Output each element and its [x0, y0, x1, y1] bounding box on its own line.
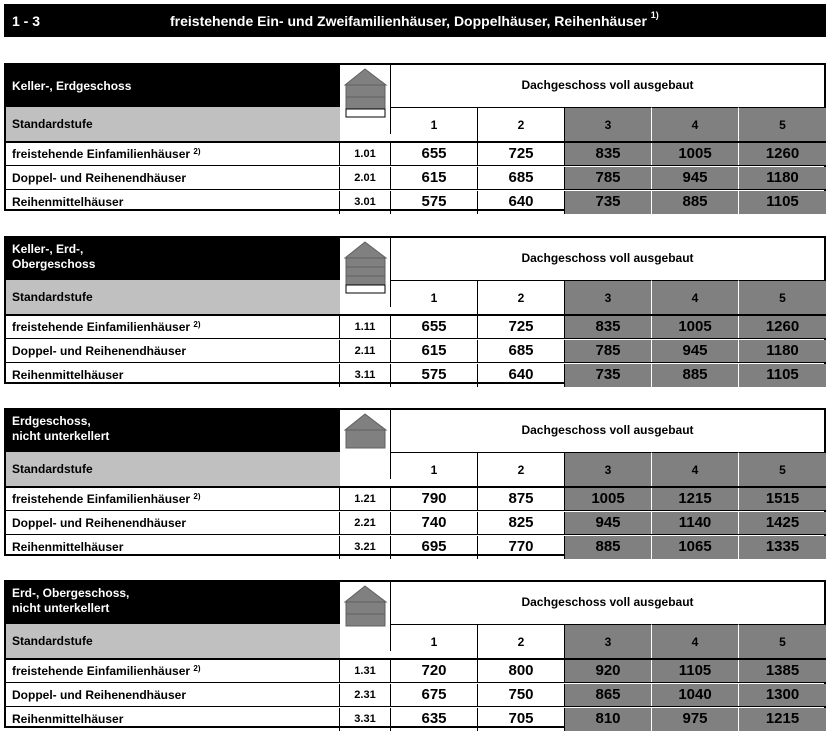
standard-level-column-header: 3	[565, 280, 652, 314]
standard-level-label: Standardstufe	[6, 107, 340, 141]
table-row	[6, 364, 824, 387]
type-code: 2.01	[340, 167, 391, 189]
cost-value: 1105	[739, 191, 826, 214]
cost-value: 705	[478, 708, 565, 731]
cost-value: 1140	[652, 512, 739, 534]
type-code: 1.11	[340, 316, 391, 338]
cost-value: 640	[478, 364, 565, 387]
house-type	[6, 536, 340, 559]
type-code: 2.31	[340, 684, 391, 706]
cost-value: 1105	[652, 660, 739, 682]
type-code: 3.21	[340, 536, 391, 559]
cost-value: 835	[565, 143, 652, 165]
cost-value: 945	[565, 512, 652, 534]
standard-level-column-header: 4	[652, 280, 739, 314]
cost-value: 865	[565, 684, 652, 706]
table-block	[4, 408, 826, 556]
cost-values	[391, 191, 824, 214]
house-type-name: Reihenmittelhäuser	[12, 540, 124, 554]
house-type	[6, 364, 340, 387]
house-type-name: Reihenmittelhäuser	[12, 195, 124, 209]
house-type-name: freistehende Einfamilienhäuser	[12, 492, 191, 506]
cost-value: 885	[565, 536, 652, 559]
table-block	[4, 63, 826, 211]
cost-values	[391, 167, 824, 189]
cost-value: 640	[478, 191, 565, 214]
cost-value: 785	[565, 167, 652, 189]
document-title-text: freistehende Ein- und Zweifamilienhäuser, Doppelhäuser, Reihenhäuser	[170, 13, 647, 29]
house-type	[6, 191, 340, 214]
cost-value: 1425	[739, 512, 826, 534]
cost-value: 740	[391, 512, 478, 534]
type-code: 3.11	[340, 364, 391, 387]
cost-value: 1005	[652, 316, 739, 338]
cost-value: 635	[391, 708, 478, 731]
type-code: 1.31	[340, 660, 391, 682]
cost-value: 920	[565, 660, 652, 682]
cost-value: 695	[391, 536, 478, 559]
house-type-footnote: 2)	[193, 320, 201, 329]
house-type-name: freistehende Einfamilienhäuser	[12, 320, 191, 334]
cost-value: 655	[391, 316, 478, 338]
block-title	[6, 410, 340, 452]
cost-value: 575	[391, 191, 478, 214]
cost-values	[391, 488, 824, 510]
house-type	[6, 512, 340, 534]
table-row	[6, 191, 824, 214]
cost-value: 800	[478, 660, 565, 682]
standard-level-column-header: 1	[391, 624, 478, 658]
table-block	[4, 580, 826, 728]
cost-values	[391, 143, 824, 165]
type-code: 3.31	[340, 708, 391, 731]
cost-value: 655	[391, 143, 478, 165]
cost-value: 1300	[739, 684, 826, 706]
house-icon-cell	[340, 410, 391, 479]
block-title	[6, 582, 340, 624]
table-block	[4, 236, 826, 384]
block-title	[6, 65, 340, 107]
house-type	[6, 340, 340, 362]
cost-values	[391, 364, 824, 387]
standard-level-header-row	[391, 624, 824, 658]
cost-value: 1385	[739, 660, 826, 682]
block-rows	[6, 658, 824, 726]
standard-level-column-header: 4	[652, 452, 739, 486]
type-code: 2.11	[340, 340, 391, 362]
document-header	[4, 4, 826, 37]
cost-value: 1065	[652, 536, 739, 559]
standard-level-column-header: 2	[478, 107, 565, 141]
table-row	[6, 167, 824, 190]
cost-value: 725	[478, 316, 565, 338]
table-row	[6, 512, 824, 535]
cost-value: 885	[652, 191, 739, 214]
standard-level-column-header: 5	[739, 452, 826, 486]
cost-value: 770	[478, 536, 565, 559]
type-code: 1.01	[340, 143, 391, 165]
house-type	[6, 708, 340, 731]
house-type	[6, 167, 340, 189]
block-title-line: Obergeschoss	[12, 257, 96, 271]
house-type	[6, 316, 340, 338]
standard-level-column-header: 1	[391, 107, 478, 141]
title-footnote: 1)	[650, 10, 659, 20]
cost-value: 685	[478, 340, 565, 362]
cost-value: 1040	[652, 684, 739, 706]
house-icon	[343, 67, 388, 129]
section-number: 1 - 3	[12, 13, 41, 29]
house-type-name: Doppel- und Reihenendhäuser	[12, 344, 187, 358]
block-title-line: Erdgeschoss,	[12, 414, 91, 428]
house-type-name: Doppel- und Reihenendhäuser	[12, 171, 187, 185]
cost-value: 725	[478, 143, 565, 165]
standard-level-column-header: 1	[391, 280, 478, 314]
house-icon	[343, 240, 388, 302]
type-code: 3.01	[340, 191, 391, 214]
standard-level-column-header: 2	[478, 452, 565, 486]
cost-value: 825	[478, 512, 565, 534]
block-title-line: Keller-, Erdgeschoss	[12, 79, 132, 93]
cost-value: 720	[391, 660, 478, 682]
block-rows	[6, 141, 824, 209]
standard-level-column-header: 3	[565, 452, 652, 486]
house-type-name: freistehende Einfamilienhäuser	[12, 147, 191, 161]
standard-level-header-row	[391, 280, 824, 314]
house-icon-cell	[340, 238, 391, 307]
cost-value: 1215	[652, 488, 739, 510]
block-title-line: Keller-, Erd-,	[12, 242, 84, 256]
cost-values	[391, 708, 824, 731]
cost-value: 675	[391, 684, 478, 706]
house-type	[6, 488, 340, 510]
cost-value: 835	[565, 316, 652, 338]
cost-value: 1260	[739, 316, 826, 338]
table-row	[6, 143, 824, 166]
standard-level-label: Standardstufe	[6, 280, 340, 314]
standard-level-header-row	[391, 452, 824, 486]
house-icon-cell	[340, 582, 391, 651]
cost-value: 615	[391, 340, 478, 362]
standard-level-column-header: 4	[652, 624, 739, 658]
cost-values	[391, 512, 824, 534]
standard-level-column-header: 2	[478, 280, 565, 314]
table-row	[6, 340, 824, 363]
standard-level-column-header: 1	[391, 452, 478, 486]
cost-value: 735	[565, 191, 652, 214]
block-title-line: Erd-, Obergeschoss,	[12, 586, 130, 600]
standard-level-column-header: 5	[739, 280, 826, 314]
cost-values	[391, 536, 824, 559]
house-type-footnote: 2)	[193, 664, 201, 673]
block-title-line: nicht unterkellert	[12, 429, 110, 443]
standard-level-column-header: 3	[565, 624, 652, 658]
standard-level-column-header: 4	[652, 107, 739, 141]
cost-value: 735	[565, 364, 652, 387]
house-type	[6, 143, 340, 165]
document-title	[170, 10, 659, 29]
house-type-name: freistehende Einfamilienhäuser	[12, 664, 191, 678]
house-icon-cell	[340, 65, 391, 134]
house-type-name: Doppel- und Reihenendhäuser	[12, 516, 187, 530]
attic-heading: Dachgeschoss voll ausgebaut	[521, 595, 694, 609]
cost-value: 975	[652, 708, 739, 731]
block-title	[6, 238, 340, 280]
cost-value: 1515	[739, 488, 826, 510]
cost-value: 945	[652, 167, 739, 189]
house-type	[6, 684, 340, 706]
type-code: 1.21	[340, 488, 391, 510]
cost-value: 810	[565, 708, 652, 731]
cost-values	[391, 660, 824, 682]
cost-value: 1005	[565, 488, 652, 510]
cost-value: 1180	[739, 167, 826, 189]
house-type-footnote: 2)	[193, 492, 201, 501]
house-type	[6, 660, 340, 682]
block-rows	[6, 486, 824, 554]
cost-value: 685	[478, 167, 565, 189]
cost-value: 885	[652, 364, 739, 387]
house-icon	[343, 412, 388, 474]
table-row	[6, 684, 824, 707]
cost-value: 785	[565, 340, 652, 362]
block-rows	[6, 314, 824, 382]
attic-heading: Dachgeschoss voll ausgebaut	[521, 78, 694, 92]
house-type-name: Doppel- und Reihenendhäuser	[12, 688, 187, 702]
cost-value: 1180	[739, 340, 826, 362]
standard-level-header-row	[391, 107, 824, 141]
table-row	[6, 660, 824, 683]
cost-value: 875	[478, 488, 565, 510]
type-code: 2.21	[340, 512, 391, 534]
standard-level-column-header: 3	[565, 107, 652, 141]
cost-value: 1335	[739, 536, 826, 559]
table-row	[6, 316, 824, 339]
table-row	[6, 708, 824, 731]
cost-value: 1215	[739, 708, 826, 731]
table-row	[6, 536, 824, 559]
table-row	[6, 488, 824, 511]
house-icon	[343, 584, 388, 646]
house-type-name: Reihenmittelhäuser	[12, 368, 124, 382]
cost-value: 945	[652, 340, 739, 362]
cost-values	[391, 316, 824, 338]
cost-values	[391, 340, 824, 362]
cost-value: 750	[478, 684, 565, 706]
cost-values	[391, 684, 824, 706]
standard-level-column-header: 5	[739, 107, 826, 141]
cost-value: 575	[391, 364, 478, 387]
standard-level-column-header: 2	[478, 624, 565, 658]
block-title-line: nicht unterkellert	[12, 601, 110, 615]
standard-level-label: Standardstufe	[6, 624, 340, 658]
standard-level-label: Standardstufe	[6, 452, 340, 486]
attic-heading: Dachgeschoss voll ausgebaut	[521, 423, 694, 437]
cost-value: 1260	[739, 143, 826, 165]
house-type-name: Reihenmittelhäuser	[12, 712, 124, 726]
standard-level-column-header: 5	[739, 624, 826, 658]
cost-value: 1105	[739, 364, 826, 387]
attic-heading: Dachgeschoss voll ausgebaut	[521, 251, 694, 265]
cost-value: 790	[391, 488, 478, 510]
cost-value: 1005	[652, 143, 739, 165]
house-type-footnote: 2)	[193, 147, 201, 156]
cost-value: 615	[391, 167, 478, 189]
